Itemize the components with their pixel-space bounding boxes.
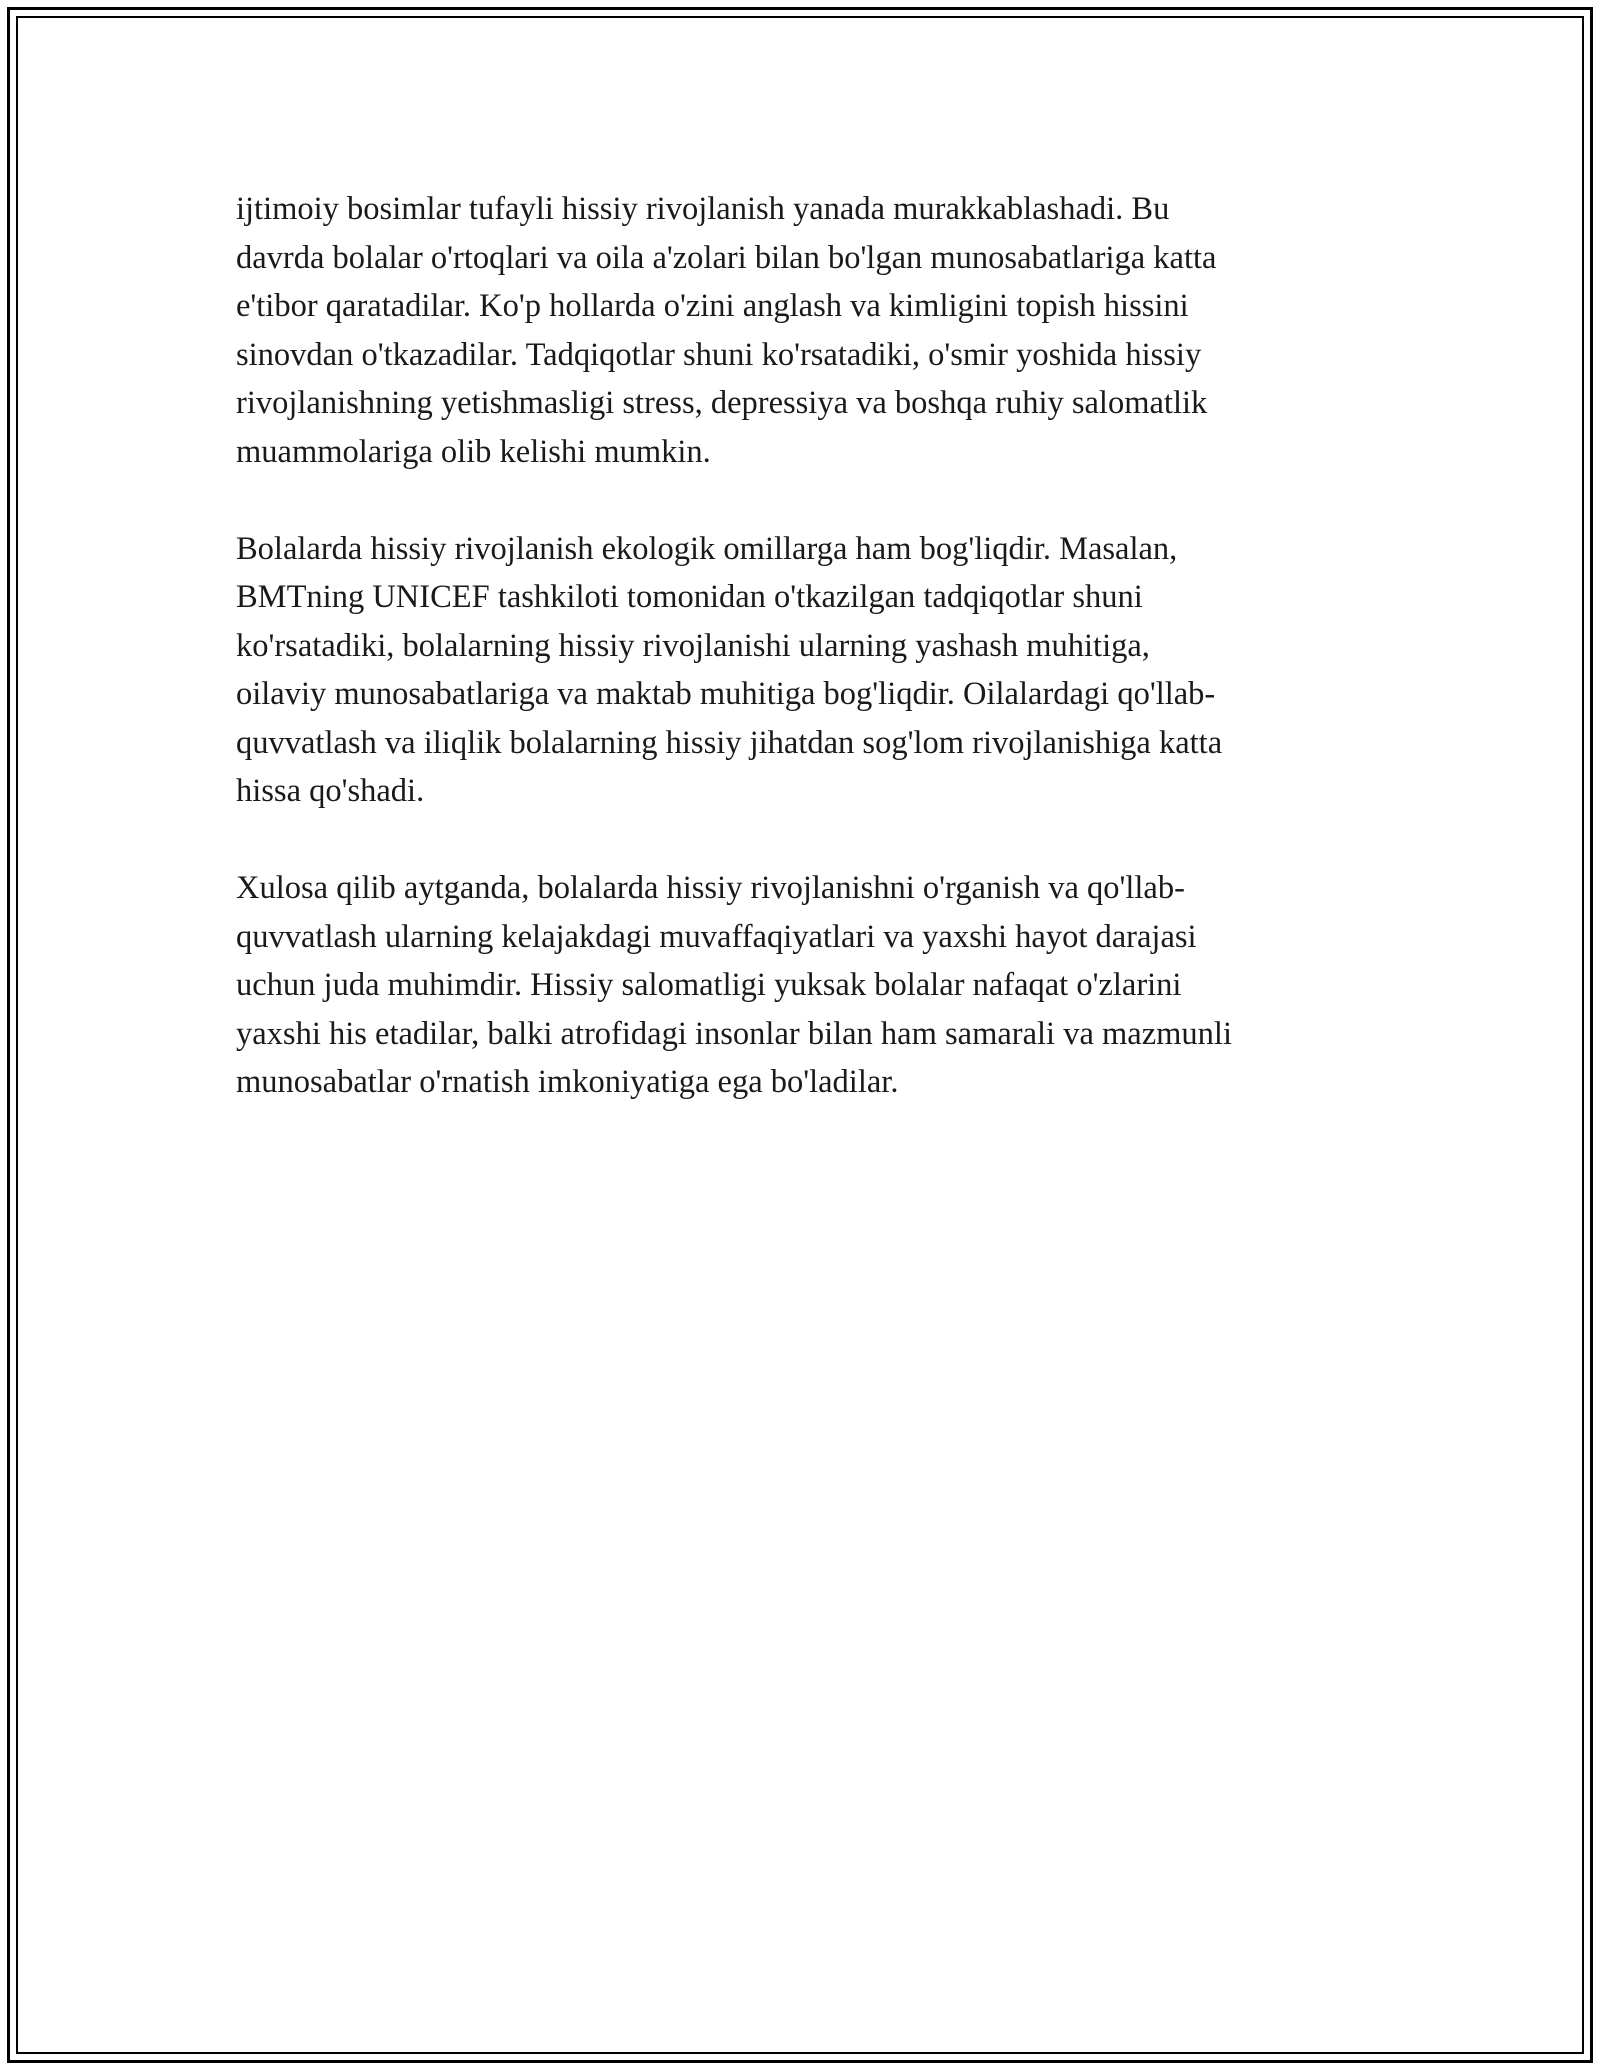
text-line: Bolalarda hissiy rivojlanish ekologik omillarga ham bog'liqdir. Masalan, <box>236 530 1178 567</box>
text-line: quvvatlash ularning kelajakdagi muvaffaqiyatlari va yaxshi hayot darajasi <box>236 918 1197 955</box>
text-line: Xulosa qilib aytganda, bolalarda hissiy rivojlanishni o'rganish va qo'llab- <box>236 870 1185 906</box>
document-body <box>236 185 1366 1155</box>
text-line: rivojlanishning yetishmasligi stress, depressiya va boshqa ruhiy salomatlik <box>236 385 1208 421</box>
text-line: BMTning UNICEF tashkiloti tomonidan o'tkazilgan tadqiqotlar shuni <box>236 579 1143 615</box>
paragraph-1 <box>236 185 1366 476</box>
text-line: yaxshi his etadilar, balki atrofidagi insonlar bilan ham samarali va mazmunli <box>236 1015 1232 1052</box>
text-line: ko'rsatadiki, bolalarning hissiy rivojlanishi ularning yashash muhitiga, <box>236 627 1150 664</box>
paragraph-2 <box>236 525 1366 816</box>
text-line: quvvatlash va iliqlik bolalarning hissiy jihatdan sog'lom rivojlanishiga katta <box>236 724 1223 761</box>
text-line: ijtimoiy bosimlar tufayli hissiy rivojlanish yanada murakkablashadi. Bu <box>236 191 1170 227</box>
text-line: muammolariga olib kelishi mumkin. <box>236 433 711 470</box>
text-line: e'tibor qaratadilar. Ko'p hollarda o'zini anglash va kimligini topish hissini <box>236 288 1189 324</box>
text-line: sinovdan o'tkazadilar. Tadqiqotlar shuni ko'rsatadiki, o'smir yoshida hissiy <box>236 336 1202 373</box>
text-line: davrda bolalar o'rtoqlari va oila a'zolari bilan bo'lgan munosabatlariga katta <box>236 239 1217 276</box>
text-line: hissa qo'shadi. <box>236 773 425 809</box>
text-line: uchun juda muhimdir. Hissiy salomatligi yuksak bolalar nafaqat o'zlarini <box>236 967 1182 1003</box>
paragraph-3 <box>236 864 1366 1107</box>
text-line: oilaviy munosabatlariga va maktab muhitiga bog'liqdir. Oilalardagi qo'llab- <box>236 676 1216 712</box>
text-line: munosabatlar o'rnatish imkoniyatiga ega bo'ladilar. <box>236 1064 899 1100</box>
